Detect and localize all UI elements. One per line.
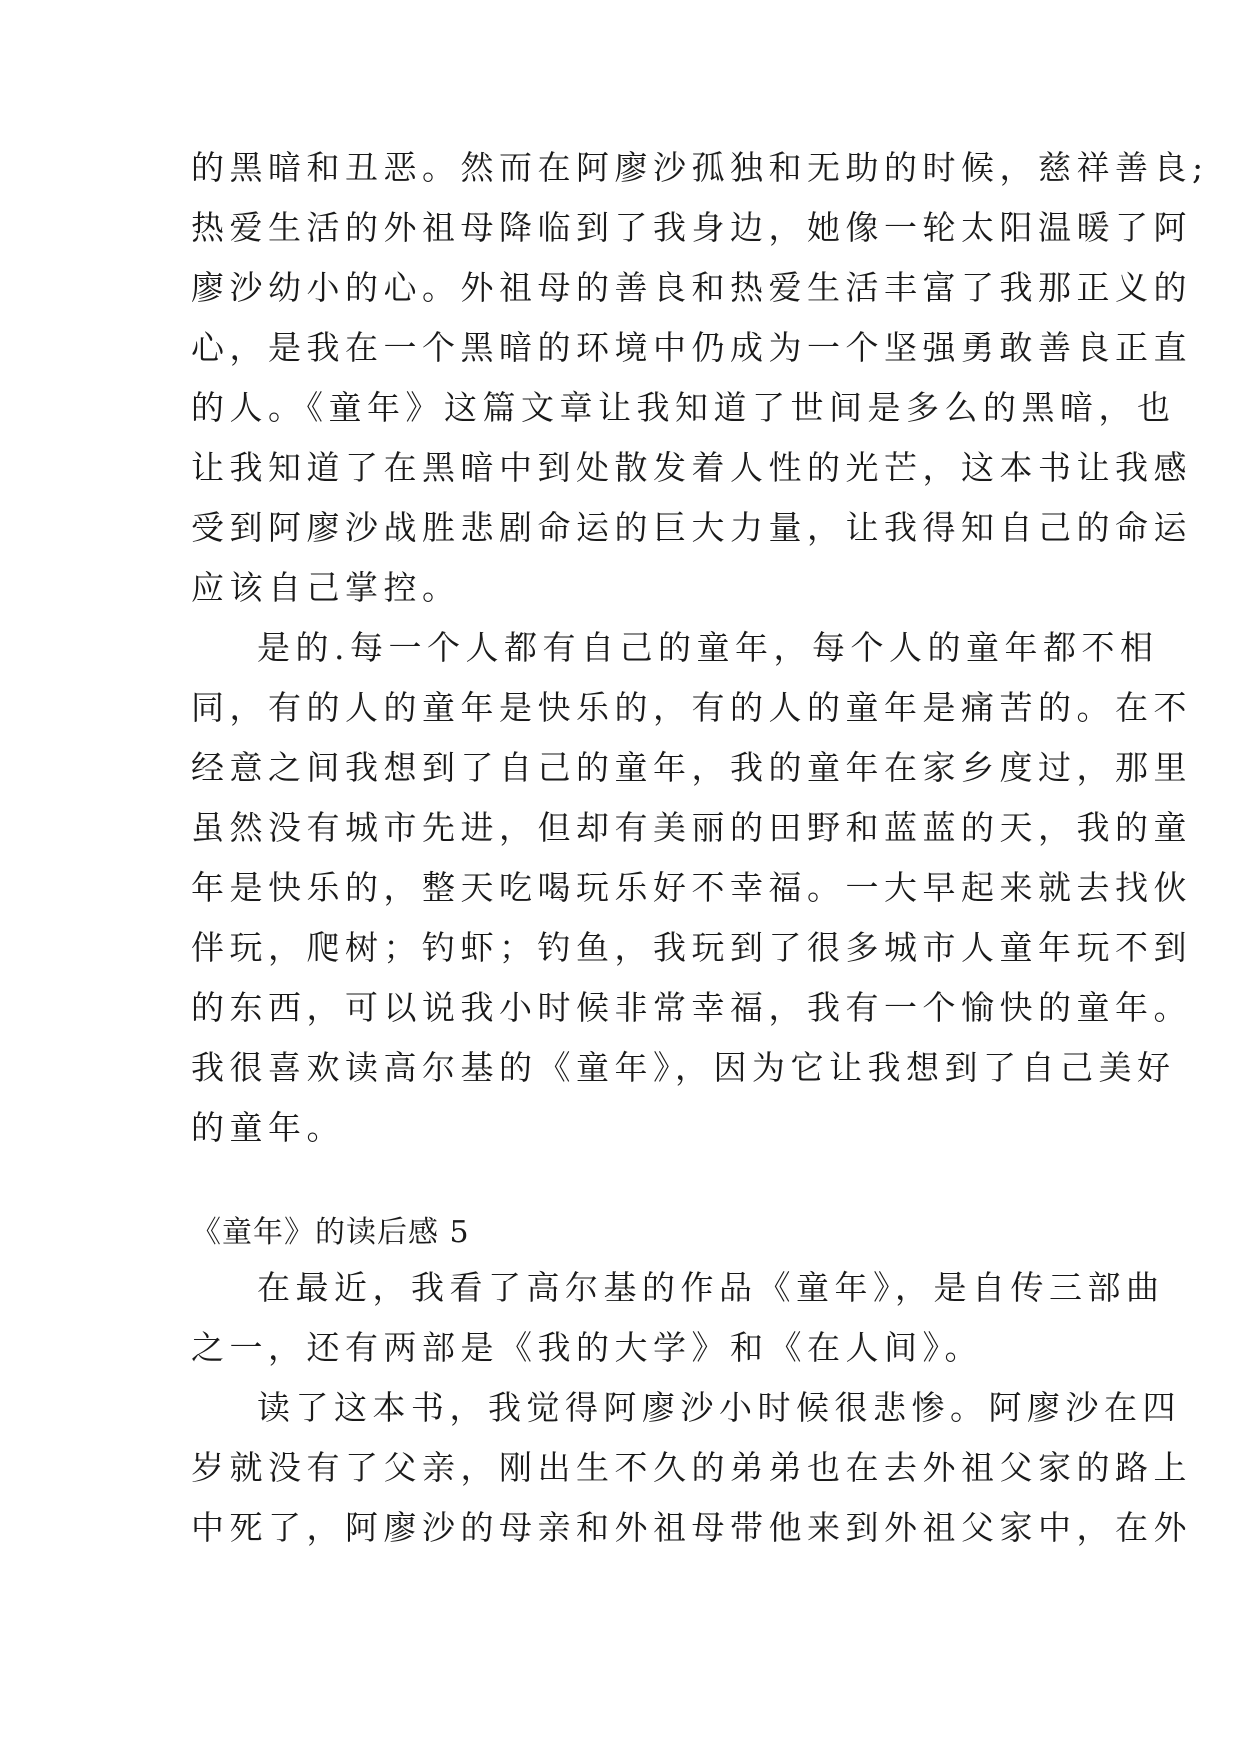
paragraph-line: 心，是我在一个黑暗的环境中仍成为一个坚强勇敢善良正直 — [191, 328, 1192, 367]
paragraph-line: 年是快乐的，整天吃喝玩乐好不幸福。一大早起来就去找伙 — [191, 868, 1192, 907]
paragraph-line: 的黑暗和丑恶。然而在阿廖沙孤独和无助的时候，慈祥善良; — [191, 148, 1209, 187]
paragraph-line: 经意之间我想到了自己的童年，我的童年在家乡度过，那里 — [191, 748, 1192, 787]
paragraph-line: 的东西，可以说我小时候非常幸福，我有一个愉快的童年。 — [191, 988, 1192, 1027]
paragraph-line: 中死了，阿廖沙的母亲和外祖母带他来到外祖父家中，在外 — [191, 1508, 1192, 1547]
paragraph-line: 虽然没有城市先进，但却有美丽的田野和蓝蓝的天，我的童 — [191, 808, 1192, 847]
paragraph-line: 读了这本书，我觉得阿廖沙小时候很悲惨。阿廖沙在四 — [257, 1388, 1181, 1427]
section-heading: 《童年》的读后感 5 — [191, 1215, 470, 1250]
paragraph-line: 伴玩，爬树；钓虾；钓鱼，我玩到了很多城市人童年玩不到 — [191, 928, 1192, 967]
paragraph-line: 之一，还有两部是《我的大学》和《在人间》。 — [191, 1328, 983, 1367]
paragraph-line: 应该自己掌控。 — [191, 568, 461, 607]
paragraph-line: 受到阿廖沙战胜悲剧命运的巨大力量，让我得知自己的命运 — [191, 508, 1192, 547]
paragraph-line: 的人。《童年》这篇文章让我知道了世间是多么的黑暗，也 — [191, 388, 1176, 427]
paragraph-line: 的童年。 — [191, 1108, 345, 1147]
paragraph-line: 廖沙幼小的心。外祖母的善良和热爱生活丰富了我那正义的 — [191, 268, 1192, 307]
paragraph-line: 在最近，我看了高尔基的作品《童年》，是自传三部曲 — [257, 1268, 1165, 1307]
paragraph-line: 是的.每一个人都有自己的童年，每个人的童年都不相 — [257, 628, 1159, 667]
paragraph-line: 岁就没有了父亲，刚出生不久的弟弟也在去外祖父家的路上 — [191, 1448, 1192, 1487]
paragraph-line: 让我知道了在黑暗中到处散发着人性的光芒，这本书让我感 — [191, 448, 1192, 487]
paragraph-line: 我很喜欢读高尔基的《童年》，因为它让我想到了自己美好 — [191, 1048, 1176, 1087]
paragraph-line: 同，有的人的童年是快乐的，有的人的童年是痛苦的。在不 — [191, 688, 1192, 727]
paragraph-line: 热爱生活的外祖母降临到了我身边，她像一轮太阳温暖了阿 — [191, 208, 1192, 247]
